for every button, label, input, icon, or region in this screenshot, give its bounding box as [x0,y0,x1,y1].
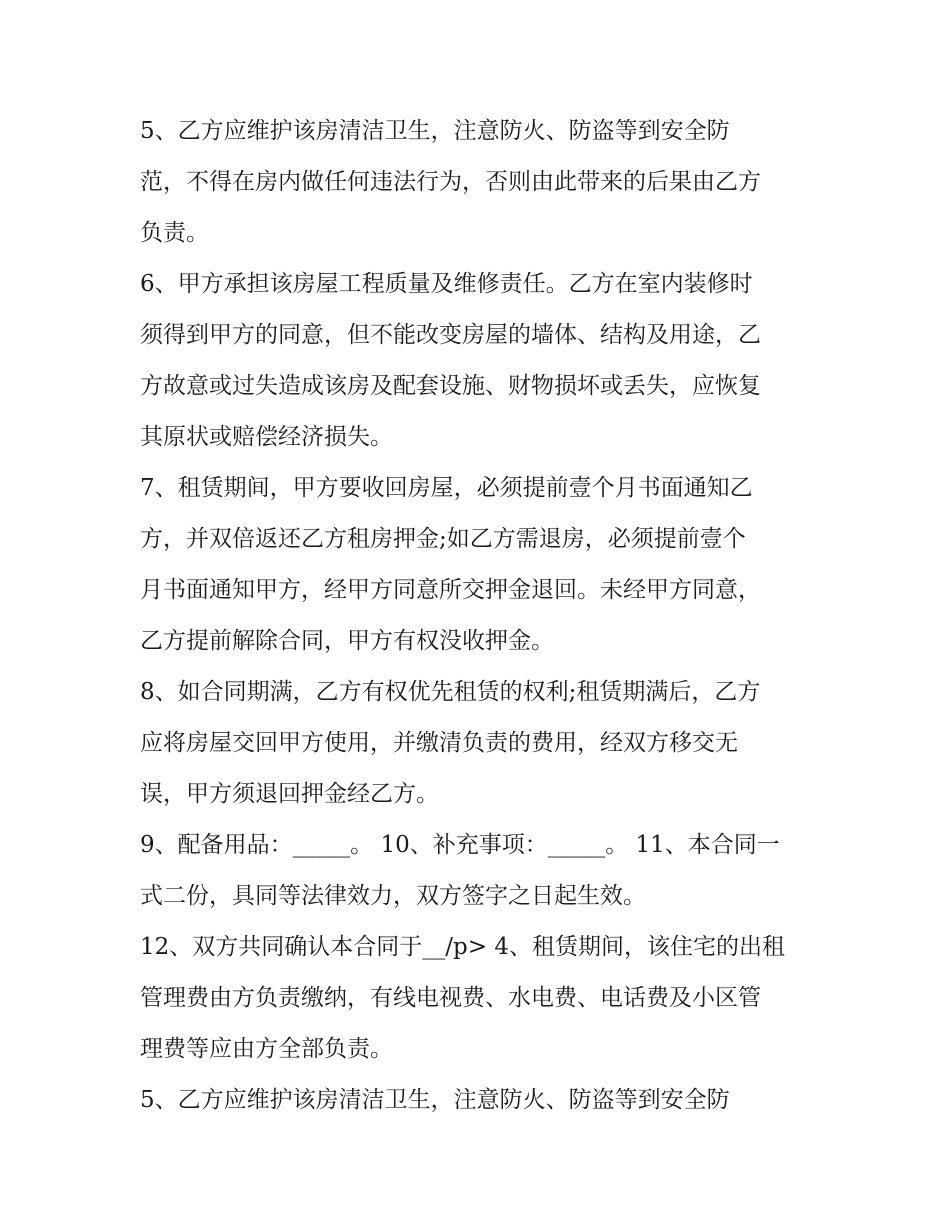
text-line: 应将房屋交回甲方使用，并缴清负责的费用，经双方移交无 [140,730,738,756]
text-line: 5、乙方应维护该房清洁卫生，注意防火、防盗等到安全防 [140,1087,730,1113]
text-line: 其原状或赔偿经济损失。 [140,424,393,450]
text-line: 乙方提前解除合同，甲方有权没收押金。 [140,628,554,654]
text-line: 须得到甲方的同意，但不能改变房屋的墙体、结构及用途，乙 [140,322,761,348]
text-line: 范，不得在房内做任何违法行为，否则由此带来的后果由乙方 [140,169,761,195]
text-line: 式二份，具同等法律效力，双方签字之日起生效。 [140,883,646,909]
text-line: 9、配备用品：_____。 10、补充事项：_____。 11、本合同一 [140,832,780,858]
text-line: 管理费由方负责缴纳，有线电视费、水电费、电话费及小区管 [140,985,761,1011]
document-body [140,108,820,1128]
text-line: 误，甲方须退回押金经乙方。 [140,781,439,807]
text-line: 方故意或过失造成该房及配套设施、财物损坏或丢失，应恢复 [140,373,761,399]
text-line: 理费等应由方全部负责。 [140,1036,393,1062]
text-line: 7、租赁期间，甲方要收回房屋，必须提前壹个月书面通知乙 [140,475,753,501]
text-line: 方，并双倍返还乙方租房押金;如乙方需退房，必须提前壹个 [140,526,746,552]
text-line: 5、乙方应维护该房清洁卫生，注意防火、防盗等到安全防 [140,118,730,144]
text-line: 12、双方共同确认本合同于__/p> 4、租赁期间，该住宅的出租 [140,934,785,960]
text-line: 负责。 [140,220,209,246]
text-line: 月书面通知甲方，经甲方同意所交押金退回。未经甲方同意， [140,577,761,603]
text-line: 8、如合同期满，乙方有权优先租赁的权利;租赁期满后，乙方 [140,679,761,705]
text-line: 6、甲方承担该房屋工程质量及维修责任。乙方在室内装修时 [140,271,753,297]
